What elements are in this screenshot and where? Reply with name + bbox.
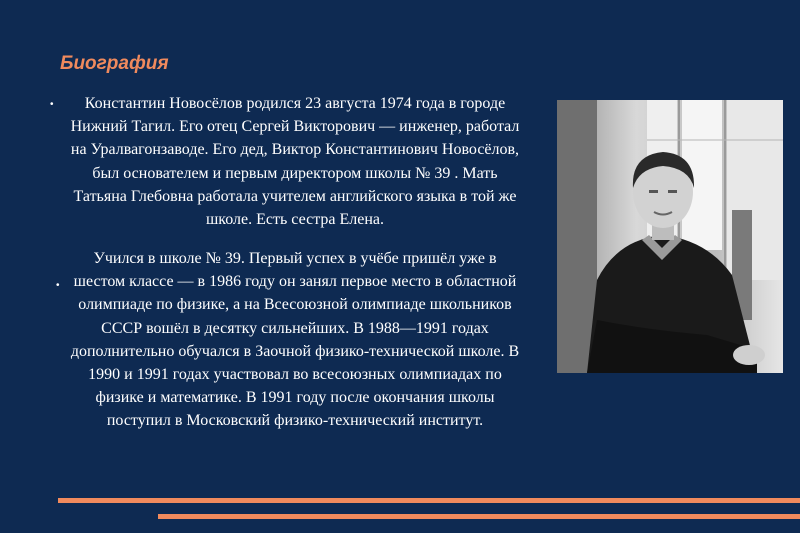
portrait-illustration <box>557 100 783 373</box>
slide-title: Биография <box>60 53 169 74</box>
paragraph-education: Учился в школе № 39. Первый успех в учёбе пришёл уже в шестом классе — в 1986 году он занял первое место в областной олимпиаде по физике, а на Всесоюзной олимпиаде школьников СССР вошёл в десятку сильнейших. В 1988—1991 годах дополнительно обучался в Заочной физико-технической школе. В 1990 и 1991 годах участвовал во всесоюзных олимпиадах по физике и математике. В 1991 году после окончания школы поступил в Московский физико-технический институт. <box>70 250 520 430</box>
portrait-photo <box>557 100 783 373</box>
accent-line-bottom <box>158 514 800 519</box>
bullet-1: • <box>50 99 54 110</box>
paragraph-biography: Константин Новосёлов родился 23 августа 1974 года в городе Нижний Тагил. Его отец Сергей Викторович — инженер, работал на Уралвагонзаводе. Его дед, Виктор Константинович Новосёлов, был основателем и первым директором школы № 39 . Мать Татьяна Глебовна работала учителем английского языка в той же школе. Есть сестра Елена. <box>70 95 520 229</box>
bullet-2: • <box>56 280 60 291</box>
accent-line-top <box>58 498 800 503</box>
